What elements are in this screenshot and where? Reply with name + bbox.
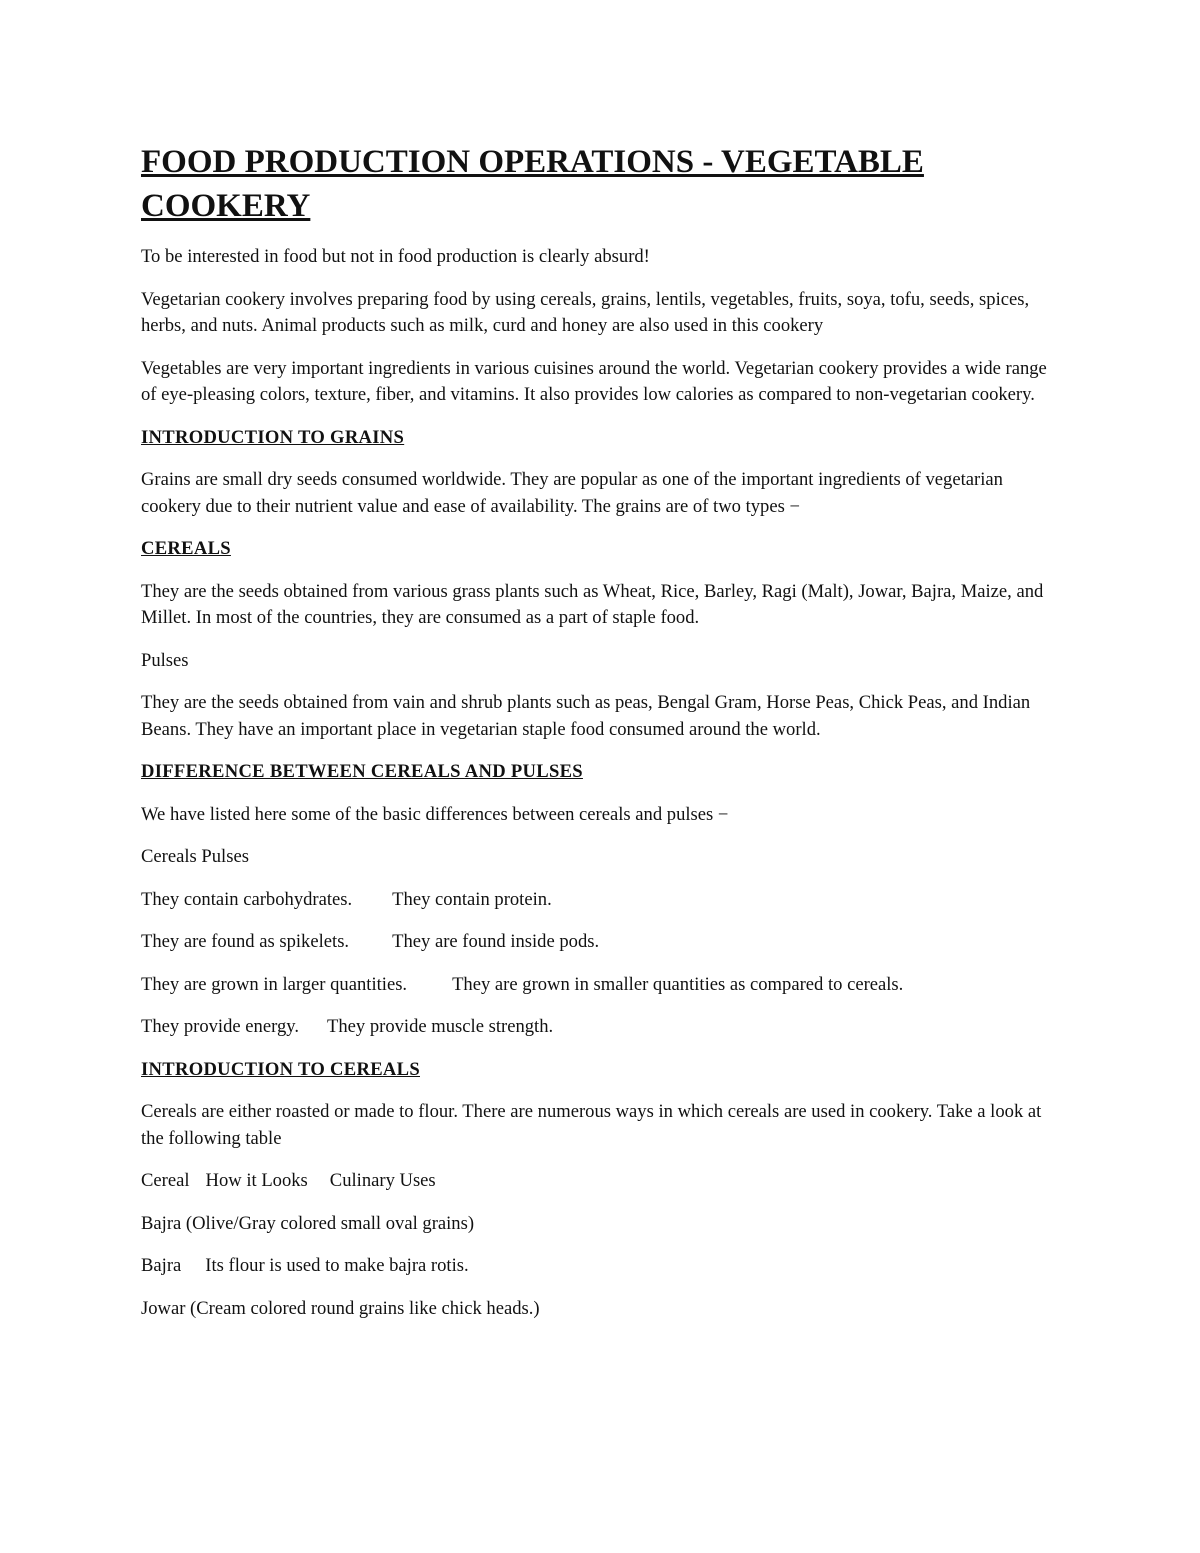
pulses-heading: Pulses <box>141 649 189 671</box>
difference-cereals-cell: They are grown in larger quantities. <box>141 973 408 995</box>
bajra-name: Bajra <box>141 1255 182 1276</box>
difference-row <box>141 972 1061 999</box>
difference-cereals-cell: They provide energy. <box>141 1016 299 1037</box>
intro-quote: To be interested in food but not in food production is clearly absurd! <box>141 246 650 267</box>
jowar-look-line: Jowar (Cream colored round grains like chick heads.) <box>141 1297 540 1319</box>
grains-heading: INTRODUCTION TO GRAINS <box>141 426 405 448</box>
difference-intro: We have listed here some of the basic differences between cereals and pulses − <box>141 803 729 825</box>
table-header-cereal: Cereal <box>141 1170 190 1191</box>
difference-header-row: Cereals Pulses <box>141 846 249 867</box>
difference-pulses-cell: They provide muscle strength. <box>327 1016 554 1037</box>
difference-row <box>141 929 1061 956</box>
difference-pulses-cell: They are grown in smaller quantities as compared to cereals. <box>452 973 904 995</box>
bajra-look-line: Bajra (Olive/Gray colored small oval grains) <box>141 1212 475 1234</box>
intro-cereals-paragraph: Cereals are either roasted or made to flour. There are numerous ways in which cereals are used in cookery. Take a look at the following table <box>141 1101 1042 1149</box>
difference-row <box>141 1014 1061 1041</box>
grains-paragraph: Grains are small dry seeds consumed worldwide. They are popular as one of the important ingredients of vegetarian cookery due to their nutrient value and ease of availability. The grains are of two types − <box>141 469 1003 517</box>
difference-pulses-cell: They contain protein. <box>392 888 552 910</box>
document-title: FOOD PRODUCTION OPERATIONS - VEGETABLE COOKERY <box>141 144 924 224</box>
cereals-paragraph: They are the seeds obtained from various grass plants such as Wheat, Rice, Barley, Ragi (Malt), Jowar, Bajra, Maize, and Millet. In most of the countries, they are consumed as a part of staple food. <box>141 580 1044 628</box>
difference-row <box>141 887 1061 914</box>
document-page <box>141 140 1061 1338</box>
bajra-use-line <box>141 1253 1061 1280</box>
intro-cereals-heading: INTRODUCTION TO CEREALS <box>141 1058 420 1080</box>
difference-heading: DIFFERENCE BETWEEN CEREALS AND PULSES <box>141 761 583 782</box>
table-header-how-it-looks: How it Looks <box>205 1170 308 1191</box>
cereal-table-header <box>141 1168 1061 1195</box>
intro-paragraph-2: Vegetables are very important ingredients in various cuisines around the world. Vegetarian cookery provides a wide range of eye-pleasing colors, texture, fiber, and vitamins. It also provides low calories as compared to non-vegetarian cookery. <box>141 357 1047 405</box>
bajra-use: Its flour is used to make bajra rotis. <box>205 1255 469 1276</box>
difference-cereals-cell: They contain carbohydrates. <box>141 888 353 910</box>
intro-paragraph-1: Vegetarian cookery involves preparing food by using cereals, grains, lentils, vegetables, fruits, soya, tofu, seeds, spices, herbs, and nuts. Animal products such as milk, curd and honey are also used in this cookery <box>141 288 1030 336</box>
pulses-paragraph: They are the seeds obtained from vain and shrub plants such as peas, Bengal Gram, Horse Peas, Chick Peas, and Indian Beans. They have an important place in vegetarian staple food consumed around the world. <box>141 692 1031 740</box>
table-header-culinary-uses: Culinary Uses <box>329 1170 436 1191</box>
difference-pulses-cell: They are found inside pods. <box>392 931 600 952</box>
cereals-heading: CEREALS <box>141 538 231 559</box>
difference-cereals-cell: They are found as spikelets. <box>141 931 350 952</box>
